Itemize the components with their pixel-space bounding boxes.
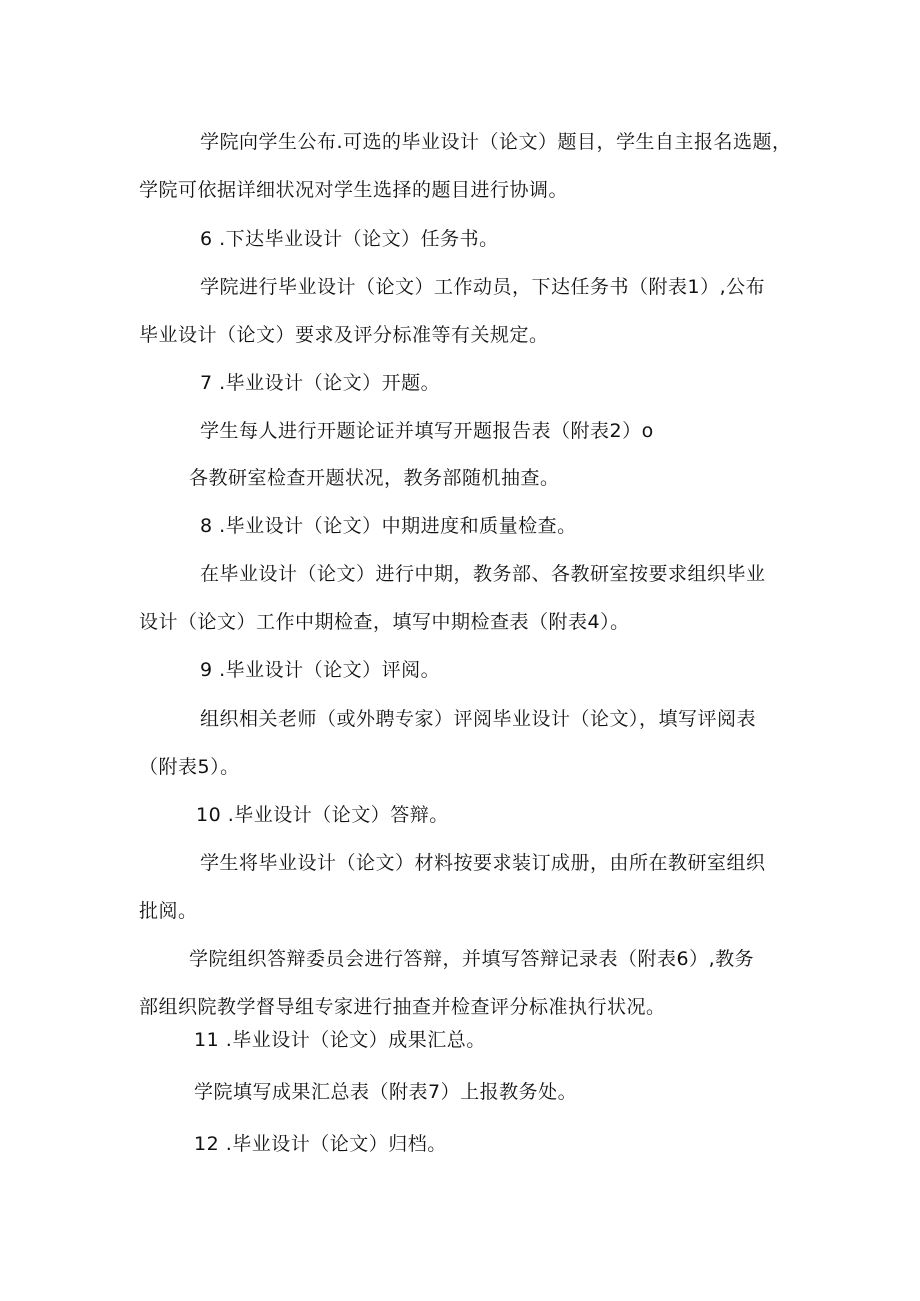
paragraph-line: 各教研室检查开题状况，教务部随机抽查。 bbox=[189, 467, 560, 489]
paragraph-line: 学院填写成果汇总表（附表7）上报教务处。 bbox=[194, 1081, 578, 1103]
section-heading: 10 .毕业设计（论文）答辩。 bbox=[196, 804, 449, 826]
paragraph-line: 学生每人进行开题论证并填写开题报告表（附表2）o bbox=[200, 420, 654, 442]
section-heading: 11 .毕业设计（论文）成果汇总。 bbox=[194, 1029, 486, 1051]
paragraph-line: （附表5）。 bbox=[139, 756, 240, 778]
section-heading: 8 .毕业设计（论文）中期进度和质量检查。 bbox=[200, 515, 577, 537]
paragraph-line: 设计（论文）工作中期检查，填写中期检查表（附表4）。 bbox=[139, 611, 630, 633]
section-heading: 6 .下达毕业设计（论文）任务书。 bbox=[200, 228, 499, 250]
paragraph-line: 学院组织答辩委员会进行答辩，并填写答辩记录表（附表6）,教务 bbox=[189, 948, 755, 970]
paragraph-line: 组织相关老师（或外聘专家）评阅毕业设计（论文），填写评阅表 bbox=[200, 708, 757, 730]
section-heading: 12 .毕业设计（论文）归档。 bbox=[194, 1133, 447, 1155]
paragraph-line: 学生将毕业设计（论文）材料按要求装订成册，由所在教研室组织 bbox=[200, 852, 766, 874]
section-heading: 9 .毕业设计（论文）评阅。 bbox=[200, 659, 441, 681]
paragraph-line: 毕业设计（论文）要求及评分标准等有关规定。 bbox=[139, 324, 549, 346]
paragraph-line: 学院向学生公布.可选的毕业设计（论文）题目，学生自主报名选题， bbox=[200, 131, 792, 153]
paragraph-line: 学院进行毕业设计（论文）工作动员，下达任务书（附表1）,公布 bbox=[200, 276, 766, 298]
section-heading: 7 .毕业设计（论文）开题。 bbox=[200, 372, 441, 394]
paragraph-line: 批阅。 bbox=[139, 900, 198, 922]
paragraph-line: 在毕业设计（论文）进行中期，教务部、各教研室按要求组织毕业 bbox=[200, 563, 766, 585]
paragraph-line: 部组织院教学督导组专家进行抽查并检查评分标准执行状况。 bbox=[139, 996, 666, 1018]
paragraph-line: 学院可依据详细状况对学生选择的题目进行协调。 bbox=[139, 179, 569, 201]
